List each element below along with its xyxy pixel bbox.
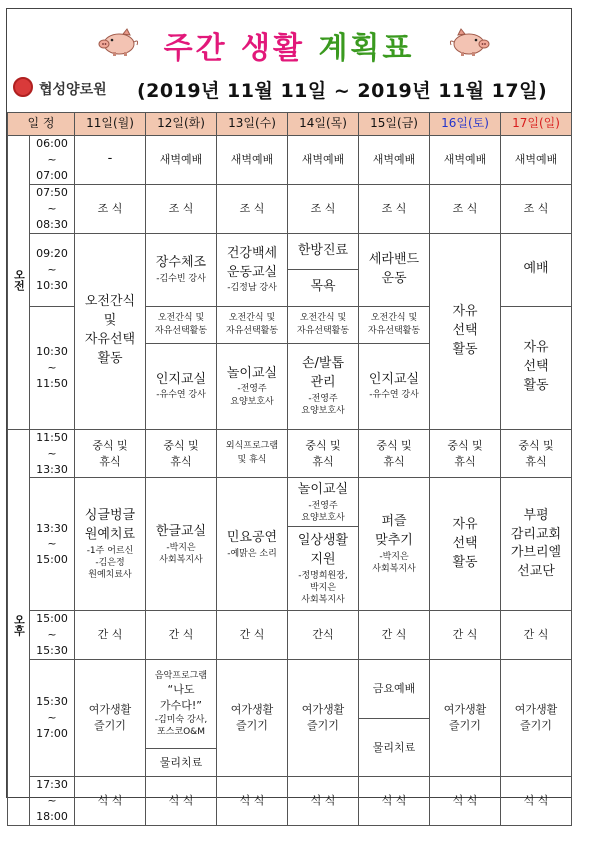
title-word-2: 생활 bbox=[241, 31, 305, 66]
org-logo-icon bbox=[13, 77, 33, 97]
cell-tue-pm: 한글교실 -박지은 사회복지사 bbox=[146, 478, 217, 611]
cell-sat-r1: 새벽예배 bbox=[430, 136, 501, 185]
cell-fri-pm: 퍼즐 맞추기 -박지은 사회복지사 bbox=[359, 478, 430, 611]
cell-thu-lunch: 중식 및 휴식 bbox=[288, 429, 359, 478]
cell-sun-lunch: 중식 및 휴식 bbox=[501, 429, 572, 478]
cell-sun-r1: 새벽예배 bbox=[501, 136, 572, 185]
weekly-schedule-table bbox=[7, 112, 572, 826]
time-cell: 10:30 ~ 11:50 bbox=[30, 306, 75, 429]
cell-tue-r1: 새벽예배 bbox=[146, 136, 217, 185]
col-wed: 13일(수) bbox=[217, 113, 288, 136]
table-row bbox=[8, 429, 572, 478]
cell-wed-leisure: 여가생활 즐기기 bbox=[217, 660, 288, 777]
org-name: 협성양로원 bbox=[39, 82, 107, 98]
schedule-page bbox=[6, 8, 572, 824]
table-row bbox=[8, 233, 572, 306]
cell-tue-leisure: 음악프로그램 “나도 가수다!” -김미숙 강사, 포스코O&M 물리치료 bbox=[146, 660, 217, 777]
title-row bbox=[7, 9, 571, 71]
pig-icon bbox=[447, 27, 493, 57]
col-schedule: 일 정 bbox=[8, 113, 75, 136]
cell-wed-r1: 새벽예배 bbox=[217, 136, 288, 185]
cell-tue-r2: 조 식 bbox=[146, 184, 217, 233]
cell-tue-am2: 오전간식 및 자유선택활동 인지교실 -유수연 강사 bbox=[146, 306, 217, 429]
cell-mon-dinner: 석 식 bbox=[75, 777, 146, 826]
cell-wed-dinner: 석 식 bbox=[217, 777, 288, 826]
cell-sun-snack: 간 식 bbox=[501, 611, 572, 660]
cell-sun-pm: 부평 감리교회 가브리엘 선교단 bbox=[501, 478, 572, 611]
org-row bbox=[7, 73, 571, 103]
cell-wed-lunch: 외식프로그램 및 휴식 bbox=[217, 429, 288, 478]
cell-sun-am2: 자유 선택 활동 bbox=[501, 306, 572, 429]
cell-tue-am1: 장수체조 -김수빈 강사 bbox=[146, 233, 217, 306]
cell-tue-lunch: 중식 및 휴식 bbox=[146, 429, 217, 478]
cell-thu-r1: 새벽예배 bbox=[288, 136, 359, 185]
time-cell: 15:30 ~ 17:00 bbox=[30, 660, 75, 777]
col-thu: 14일(목) bbox=[288, 113, 359, 136]
cell-thu-r2: 조 식 bbox=[288, 184, 359, 233]
cell-mon-pm: 싱글벙글 원예치료 -1주 어르신 -김은정 원예치료사 bbox=[75, 478, 146, 611]
col-fri: 15일(금) bbox=[359, 113, 430, 136]
cell-sat-lunch: 중식 및 휴식 bbox=[430, 429, 501, 478]
cell-tue-dinner: 석 식 bbox=[146, 777, 217, 826]
cell-fri-leisure: 금요예배 물리치료 bbox=[359, 660, 430, 777]
title-word-3: 계획표 bbox=[318, 31, 415, 66]
cell-sat-dinner: 석 식 bbox=[430, 777, 501, 826]
table-row bbox=[8, 478, 572, 611]
cell-mon-am: 오전간식 및 자유선택 활동 bbox=[75, 233, 146, 429]
cell-thu-dinner: 석 식 bbox=[288, 777, 359, 826]
time-cell: 15:00 ~ 15:30 bbox=[30, 611, 75, 660]
table-row bbox=[8, 136, 572, 185]
time-cell: 13:30 ~ 15:00 bbox=[30, 478, 75, 611]
col-mon: 11일(월) bbox=[75, 113, 146, 136]
cell-mon-r2: 조 식 bbox=[75, 184, 146, 233]
cell-wed-am1: 건강백세 운동교실 -김정남 강사 bbox=[217, 233, 288, 306]
cell-sun-dinner: 석 식 bbox=[501, 777, 572, 826]
cell-fri-r2: 조 식 bbox=[359, 184, 430, 233]
cell-fri-am1: 세라밴드 운동 bbox=[359, 233, 430, 306]
col-sat: 16일(토) bbox=[430, 113, 501, 136]
time-cell: 07:50 ~ 08:30 bbox=[30, 184, 75, 233]
cell-mon-snack: 간 식 bbox=[75, 611, 146, 660]
cell-fri-r1: 새벽예배 bbox=[359, 136, 430, 185]
table-row bbox=[8, 611, 572, 660]
cell-thu-snack: 간식 bbox=[288, 611, 359, 660]
cell-sat-pm: 자유 선택 활동 bbox=[430, 478, 501, 611]
cell-fri-lunch: 중식 및 휴식 bbox=[359, 429, 430, 478]
col-sun: 17일(일) bbox=[501, 113, 572, 136]
header-row bbox=[8, 113, 572, 136]
cell-tue-snack: 간 식 bbox=[146, 611, 217, 660]
cell-wed-pm: 민요공연 -예맑은 소리 bbox=[217, 478, 288, 611]
col-tue: 12일(화) bbox=[146, 113, 217, 136]
cell-wed-snack: 간 식 bbox=[217, 611, 288, 660]
cell-sat-leisure: 여가생활 즐기기 bbox=[430, 660, 501, 777]
cell-wed-r2: 조 식 bbox=[217, 184, 288, 233]
cell-sat-snack: 간 식 bbox=[430, 611, 501, 660]
cell-thu-pm: 놀이교실 -전영주 요양보호사 일상생활 지원 -정명희원장, 박지은 사회복지사 bbox=[288, 478, 359, 611]
cell-thu-am2: 오전간식 및 자유선택활동 손/발톱 관리 -전영주 요양보호사 bbox=[288, 306, 359, 429]
cell-mon-r1: - bbox=[75, 136, 146, 185]
cell-fri-dinner: 석 식 bbox=[359, 777, 430, 826]
time-cell: 06:00 ~ 07:00 bbox=[30, 136, 75, 185]
cell-fri-snack: 간 식 bbox=[359, 611, 430, 660]
table-row bbox=[8, 777, 572, 826]
section-pm: 오후 bbox=[8, 429, 30, 825]
cell-mon-leisure: 여가생활 즐기기 bbox=[75, 660, 146, 777]
cell-thu-leisure: 여가생활 즐기기 bbox=[288, 660, 359, 777]
date-range: (2019년 11월 11일 ~ 2019년 11월 17일) bbox=[137, 80, 548, 102]
table-row bbox=[8, 660, 572, 777]
cell-thu-am1: 한방진료 목욕 bbox=[288, 233, 359, 306]
title-word-1: 주간 bbox=[163, 31, 228, 66]
cell-mon-lunch: 중식 및 휴식 bbox=[75, 429, 146, 478]
cell-sat-am: 자유 선택 활동 bbox=[430, 233, 501, 429]
time-cell: 17:30 ~ 18:00 bbox=[30, 777, 75, 826]
time-cell: 11:50 ~ 13:30 bbox=[30, 429, 75, 478]
cell-sun-am1: 예배 bbox=[501, 233, 572, 306]
section-am: 오전 bbox=[8, 136, 30, 430]
cell-wed-am2: 오전간식 및 자유선택활동 놀이교실 -전영주 요양보호사 bbox=[217, 306, 288, 429]
cell-sun-r2: 조 식 bbox=[501, 184, 572, 233]
cell-sun-leisure: 여가생활 즐기기 bbox=[501, 660, 572, 777]
table-row bbox=[8, 184, 572, 233]
cell-fri-am2: 오전간식 및 자유선택활동 인지교실 -유수연 강사 bbox=[359, 306, 430, 429]
time-cell: 09:20 ~ 10:30 bbox=[30, 233, 75, 306]
cell-sat-r2: 조 식 bbox=[430, 184, 501, 233]
